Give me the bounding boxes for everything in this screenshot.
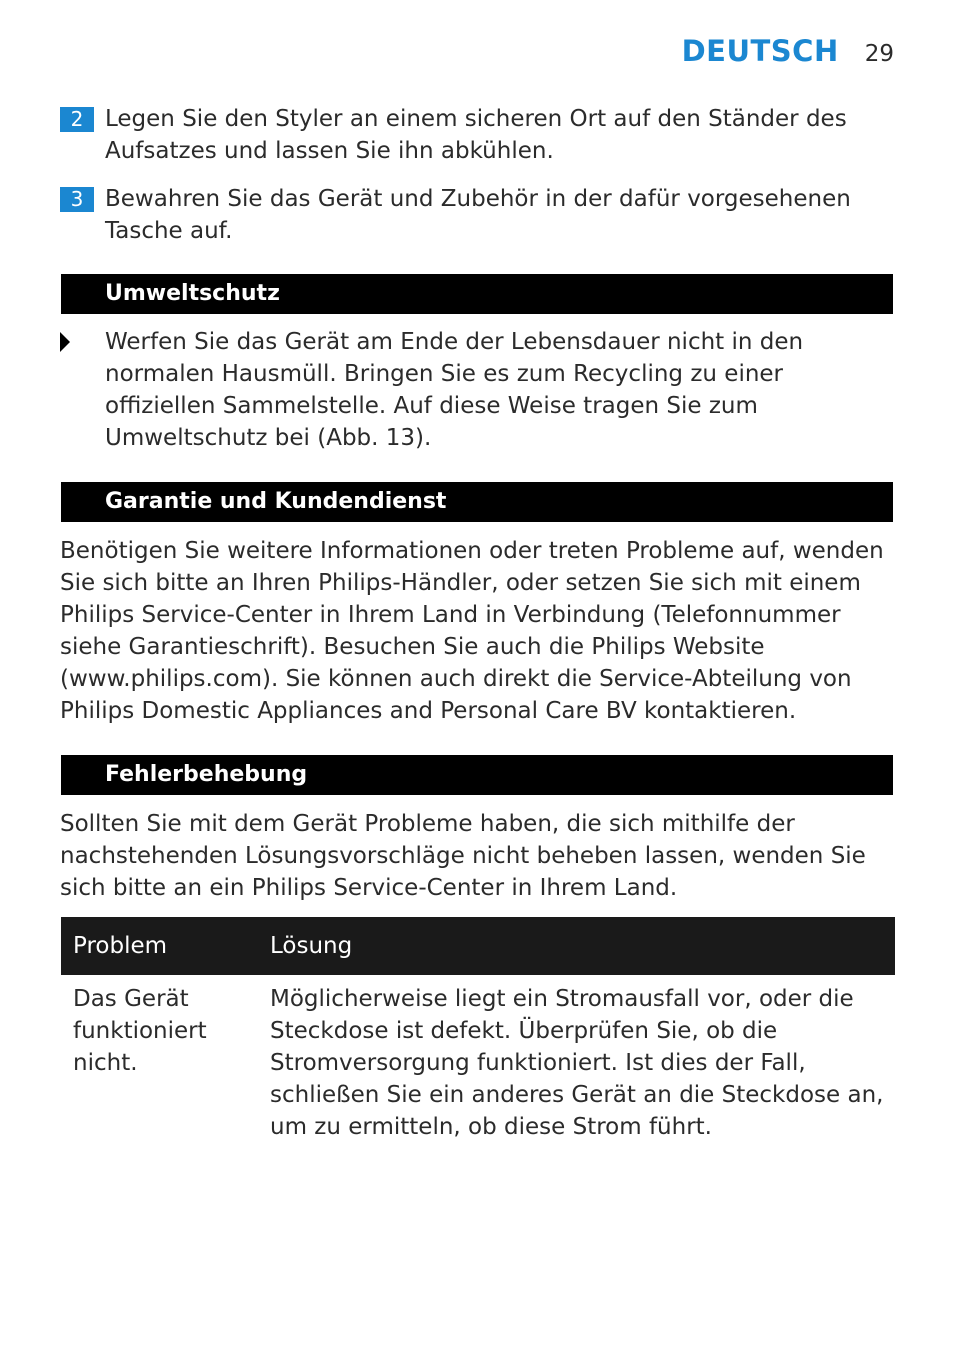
step-3 [60, 183, 896, 247]
section-heading-environment [61, 274, 893, 314]
step-text: Bewahren Sie das Gerät und Zubehör in der dafür vorgesehenen Tasche auf. [105, 186, 851, 244]
section-heading-troubleshooting [61, 755, 893, 795]
page-number: 29 [864, 41, 894, 67]
page-header [682, 34, 894, 68]
step-number-badge: 2 [60, 107, 94, 132]
troubleshooting-paragraph: Sollten Sie mit dem Gerät Probleme haben, die sich mithilfe der nachstehenden Lösungsvorschläge nicht beheben lassen, wenden Sie sich bitte an ein Philips Service-Center in Ihrem Land. [60, 811, 866, 901]
environment-bullet [60, 326, 896, 454]
table-row [61, 975, 895, 1143]
guarantee-paragraph: Benötigen Sie weitere Informationen oder treten Probleme auf, wenden Sie sich bitte an Ihren Philips-Händler, oder setzen Sie sich mit einem Philips Service-Center in Ihrem Land in Verbindung (Telefonnummer siehe Garantieschrift). Besuchen Sie auch die Philips Website (www.philips.com). Sie können auch direkt die Service-Abteilung von Philips Domestic Appliances and Personal Care BV kontaktieren. [60, 538, 884, 724]
section-heading-guarantee [61, 482, 893, 522]
bullet-marker-icon [60, 332, 70, 352]
section-heading-text: Fehlerbehebung [105, 762, 308, 787]
section-heading-text: Garantie und Kundendienst [105, 489, 447, 514]
troubleshooting-table [61, 917, 895, 1143]
table-header-problem: Problem [73, 933, 168, 959]
bullet-text: Werfen Sie das Gerät am Ende der Lebensdauer nicht in den normalen Hausmüll. Bringen Sie es zum Recycling zu einer offiziellen Sammelstelle. Auf diese Weise tragen Sie zum Umweltschutz bei (Abb. 13). [105, 329, 804, 451]
table-cell-solution: Möglicherweise liegt ein Stromausfall vor, oder die Steckdose ist defekt. Überprüfen Sie, ob die Stromversorgung funktioniert. Ist dies der Fall, schließen Sie ein anderes Gerät an die Steckdose an, um zu ermitteln, ob diese Strom führt. [270, 986, 884, 1140]
step-2 [60, 103, 896, 167]
table-header-solution: Lösung [270, 933, 353, 959]
step-number-badge: 3 [60, 187, 94, 212]
language-label: DEUTSCH [681, 34, 839, 68]
table-cell-problem: Das Gerät funktioniert nicht. [73, 986, 207, 1076]
table-header-row [61, 917, 895, 975]
section-heading-text: Umweltschutz [105, 281, 280, 306]
step-text: Legen Sie den Styler an einem sicheren Ort auf den Ständer des Aufsatzes und lassen Sie ihn abkühlen. [105, 106, 847, 164]
